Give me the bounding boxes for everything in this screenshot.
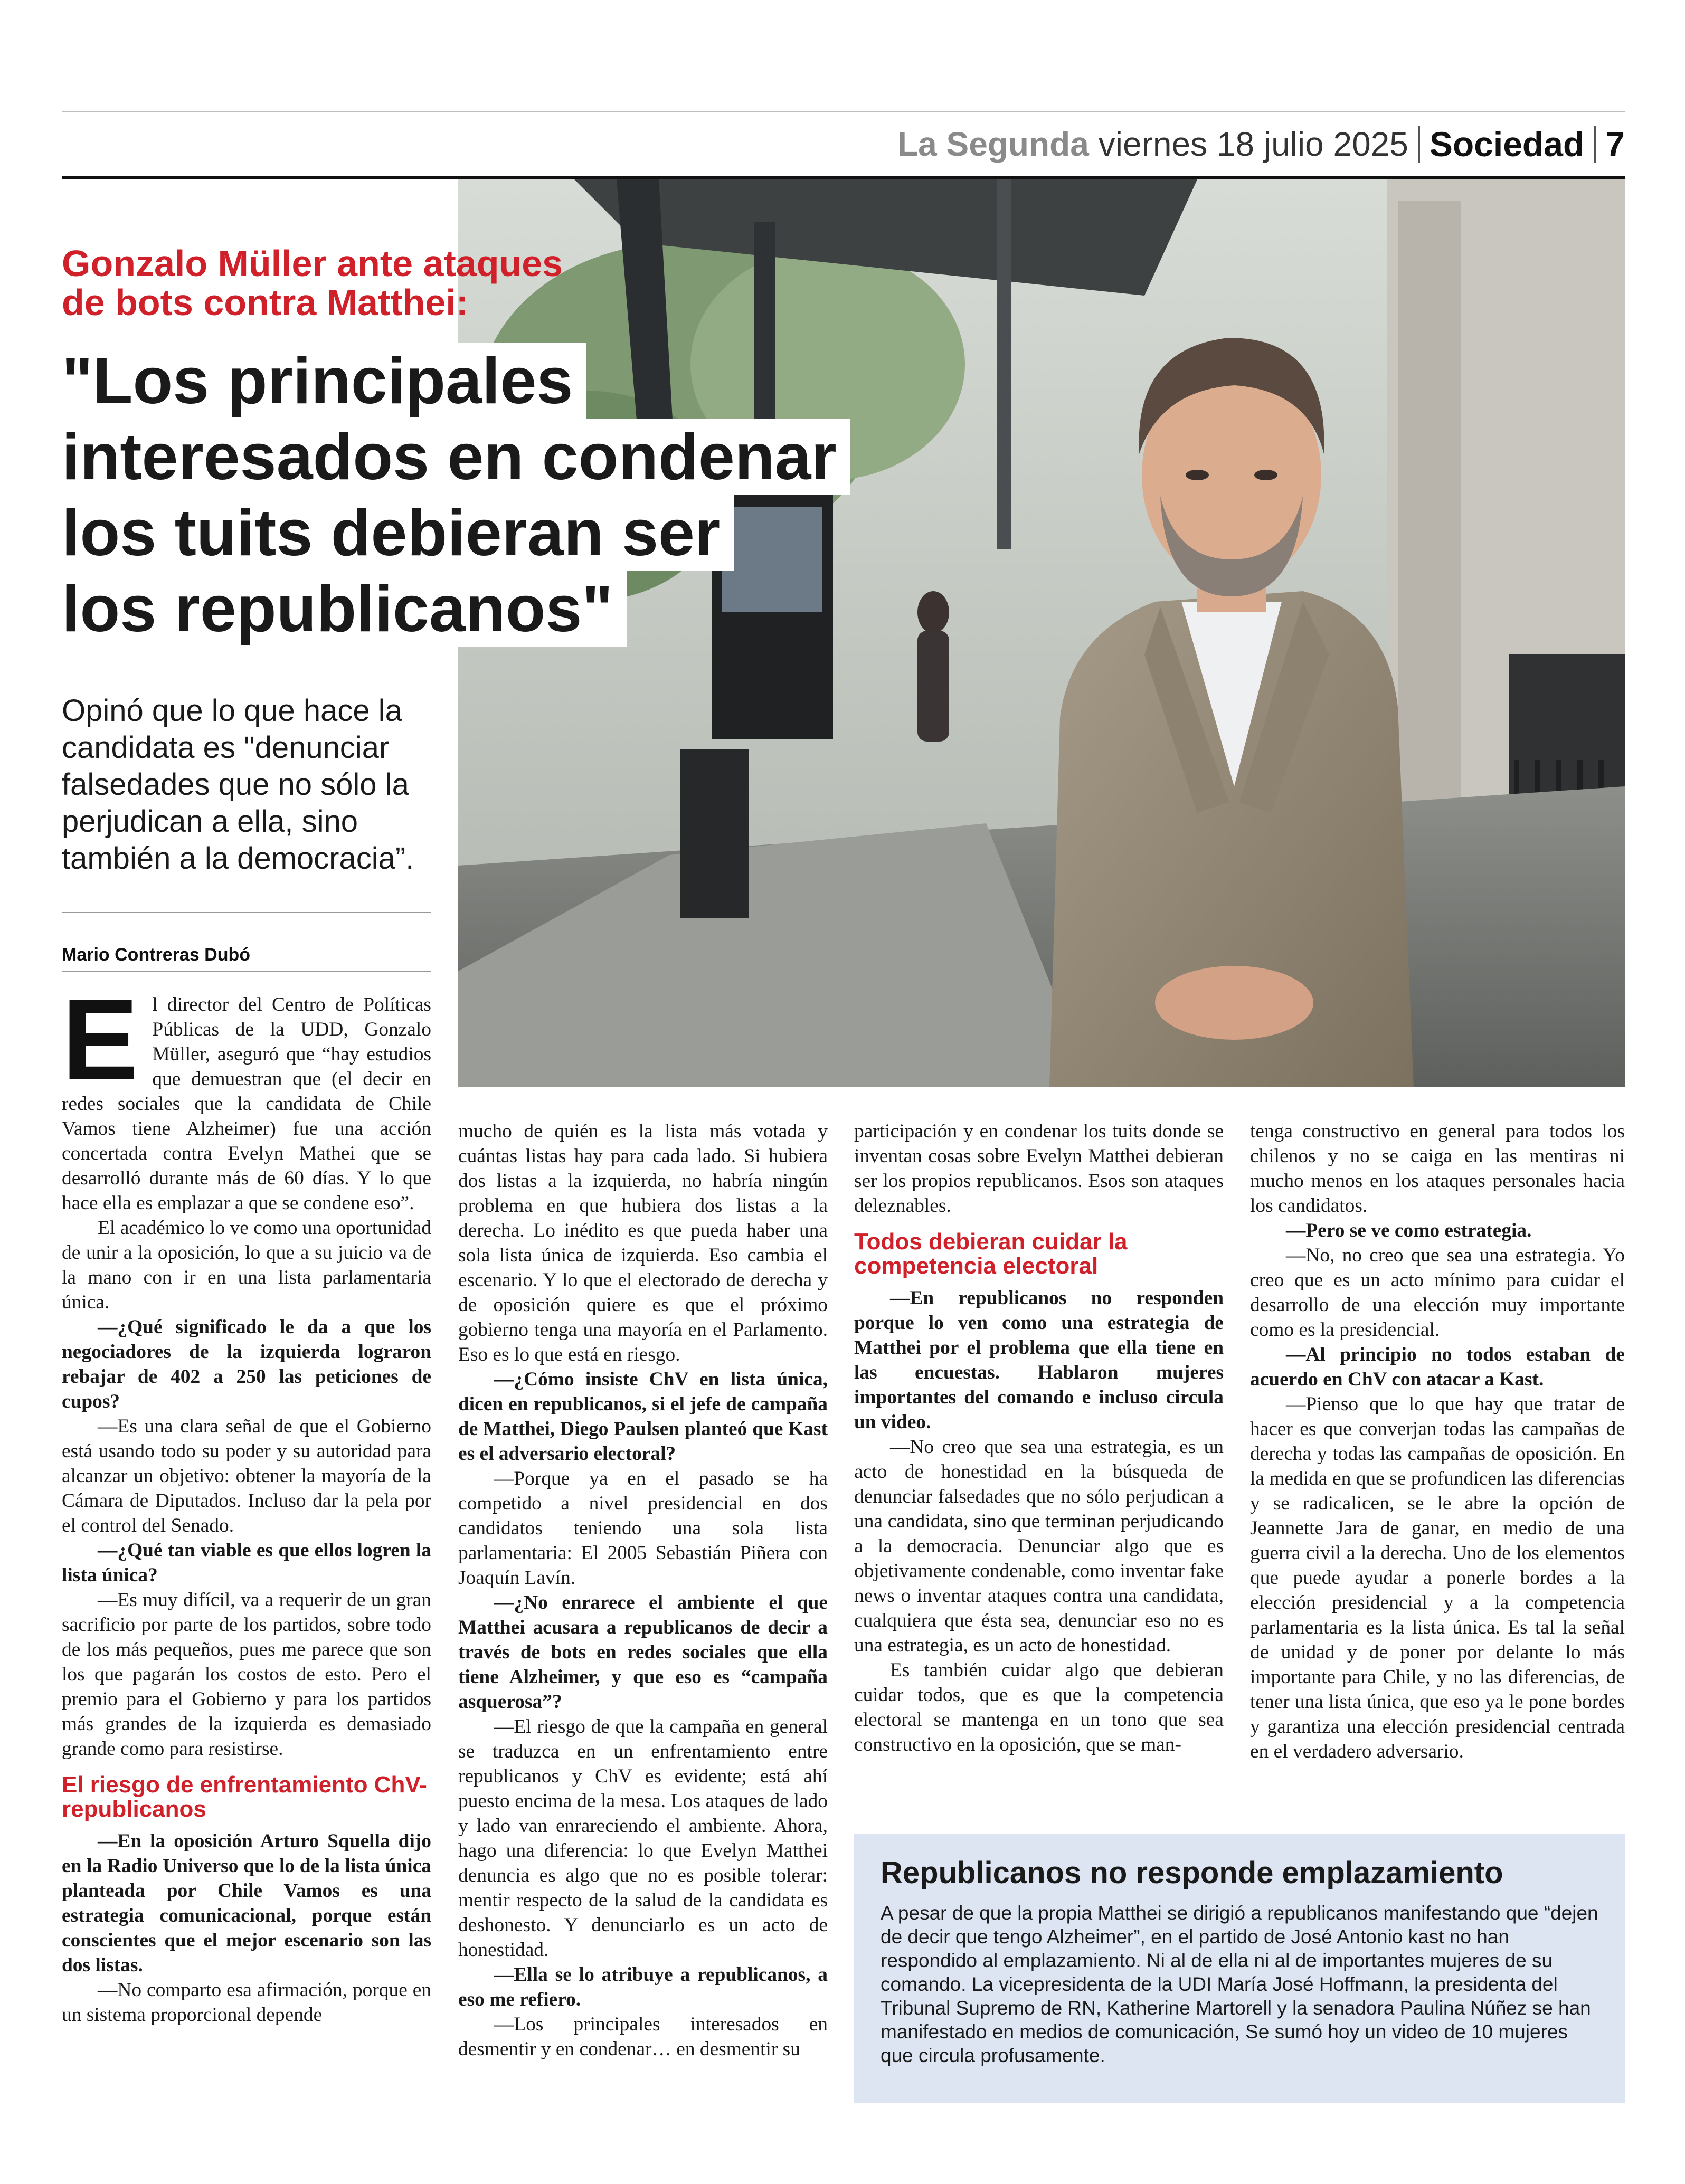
publication-name: La Segunda [897, 125, 1089, 163]
interview-question: —En republicanos no responden porque lo ven como una estrategia de Matthei por el problema que ella tiene en las encuestas. Hablaron mujeres importantes del comando e incluso circula un video. [854, 1287, 1224, 1433]
body-paragraph: —Es una clara señal de que el Gobierno está usando todo su poder y su autoridad para alcanzar un objetivo: obtener la mayoría de la Cámara de Diputados. Incluso dar la pela por el control del Senado. [62, 1416, 431, 1536]
article-column-4 [1250, 1119, 1625, 1764]
byline-divider [62, 971, 431, 972]
top-divider [62, 111, 1625, 112]
interview-question: —¿Qué tan viable es que ellos logren la lista única? [62, 1540, 431, 1586]
sidebar-title: Republicanos no responde emplazamiento [881, 1856, 1503, 1890]
article-column-1 [62, 976, 431, 2027]
headline-line: "Los principales [62, 343, 586, 419]
body-paragraph: —No creo que sea una estrategia, es un acto de honestidad en la búsqueda de denunciar falsedades que no sólo perjudican a una candidata, sino que terminan perjudicando a la democracia. Denunciar algo que es objetivamente condenable, como inventar fake news o inventar ataques contra una candidata, cualquiera que ésta sea, denunciar eso no es una estrategia, es un acto de honestidad. [854, 1436, 1224, 1656]
subheading: Todos debieran cuidar la competencia electoral [854, 1229, 1128, 1279]
article-byline: Mario Contreras Dubó [62, 945, 251, 965]
body-paragraph: —Los principales interesados en desmentir y en condenar… en desmentir su [458, 2014, 828, 2060]
article-column-2 [458, 1119, 828, 2062]
interview-question: —¿Qué significado le da a que los negociadores de la izquierda lograron rebajar de 402 a 250 las peticiones de cupos? [62, 1316, 431, 1412]
body-paragraph: tenga constructivo en general para todos los chilenos y no se caiga en las mentiras ni mucho menos en los ataques personales hacia los candidatos. [1250, 1121, 1625, 1217]
deck-divider [62, 912, 431, 913]
interview-question: —Pero se ve como estrategia. [1286, 1220, 1532, 1241]
sidebar-text: A pesar de que la propia Matthei se dirigió a republicanos manifestando que “dejen de decir que tengo Alzheimer”, en el partido de José Antonio kast no han respondido al emplazamiento. Ni al de ella ni al de importantes mujeres de su comando. La vicepresidenta de la UDI María José Hoffmann, la presidenta del Tribunal Supremo de RN, Katherine Martorell y la senadora Paulina Núñez se han manifestado en medios de comunicación, Se sumó hoy un video de 10 mujeres que circula profusamente. [881, 1902, 1598, 2066]
header-separator [1594, 126, 1596, 163]
headline-line: interesados en condenar [62, 419, 850, 495]
body-paragraph: —El riesgo de que la campaña en general se traduzca en un enfrentamiento entre republicanos y ChV es evidente; está ahí puesto encima de la mesa. Los ataques de lado y lado van enrareciendo el ambiente. Ahora, hago una diferencia: lo que Evelyn Matthei denuncia es algo que no es posible tolerar: mentir respecto de la salud de la candidata es deshonesto. Y denunciarlo es un acto de honestidad. [458, 1716, 828, 1961]
publication-date: viernes 18 julio 2025 [1098, 125, 1408, 163]
subheading: El riesgo de enfrentamiento ChV-republicanos [62, 1772, 427, 1822]
body-paragraph: participación y en condenar los tuits donde se inventan cosas sobre Evelyn Matthei debieran ser los propios republicanos. Esos son ataques deleznables. [854, 1121, 1224, 1217]
interview-question: —Ella se lo atribuye a republicanos, a eso me refiero. [458, 1964, 828, 2010]
interview-question: —En la oposición Arturo Squella dijo en la Radio Universo que lo de la lista única planteada por Chile Vamos es una estrategia comunicacional, porque están conscientes que el mejor escenario son las dos listas. [62, 1830, 431, 1976]
sidebar-box [854, 1834, 1625, 2103]
headline-line: los tuits debieran ser [62, 495, 734, 571]
drop-cap: E [62, 976, 139, 1104]
article-deck: Opinó que lo que hace la candidata es "denunciar falsedades que no sólo la perjudican a ella, sino también a la democracia”. [62, 694, 414, 876]
body-paragraph: —Porque ya en el pasado se ha competido a nivel presidencial en dos candidatos teniendo una sola lista parlamentaria: El 2005 Sebastián Piñera con Joaquín Lavín. [458, 1468, 828, 1589]
headline-line: los republicanos" [62, 571, 627, 647]
body-paragraph: —No, no creo que sea una estrategia. Yo creo que es un acto mínimo para cuidar el desarrollo de una elección muy importante como es la presidencial. [1250, 1245, 1625, 1341]
article-kicker: Gonzalo Müller ante ataques de bots contra Matthei: [62, 243, 563, 323]
body-paragraph [62, 976, 431, 1216]
article-column-3 [854, 1119, 1224, 1757]
page-header [62, 115, 1625, 173]
body-paragraph: —Es muy difícil, va a requerir de un gran sacrificio por parte de los partidos, sobre todo de los más pequeños, pues me parece que son los que pagarán los costos de esto. Pero el premio para el Gobierno y para los partidos más grandes de la izquierda es demasiado grande como para resistirse. [62, 1589, 431, 1760]
interview-question: —Al principio no todos estaban de acuerdo en ChV con atacar a Kast. [1250, 1344, 1625, 1390]
section-name: Sociedad [1429, 125, 1585, 164]
article-headline [62, 343, 850, 647]
body-paragraph: —No comparto esa afirmación, porque en un sistema proporcional depende [62, 1979, 431, 2026]
header-separator [1418, 126, 1420, 163]
header-rule [62, 176, 1625, 179]
body-paragraph: El académico lo ve como una oportunidad de unir a la oposición, lo que a su juicio va de la mano con ir en una lista parlamentaria única. [62, 1217, 431, 1313]
body-paragraph: Es también cuidar algo que debieran cuidar todos, que es que la competencia electoral se mantenga en un tono que sea constructivo en la oposición, que se man- [854, 1659, 1224, 1755]
page-number: 7 [1605, 125, 1625, 164]
lead-text: l director del Centro de Políticas Públicas de la UDD, Gonzalo Müller, aseguró que “hay estudios que demuestran que (el decir en redes sociales que la candidata de Chile Vamos tiene Alzheimer) fue una acción concertada contra Evelyn Mathei que se desarrolló durante más de 60 días. Y lo que hace ella es emplazar a que se condene eso”. [62, 994, 431, 1214]
body-paragraph: mucho de quién es la lista más votada y cuántas listas hay para cada lado. Si hubiera dos listas a la izquierda, no habría ningún problema en que hubiera dos listas a la derecha. Lo inédito es que pueda haber una sola lista única de izquierda. Eso cambia el escenario. Y lo que el electorado de derecha y de oposición quiere es que el próximo gobierno tenga una mayoría en el Parlamento. Eso es lo que está en riesgo. [458, 1121, 828, 1365]
body-paragraph: —Pienso que lo que hay que tratar de hacer es que converjan todas las campañas de derecha y todas las campañas de oposición. En la medida en que se profundicen las diferencias y se radicalicen, se le abre la opción de Jeannette Jara de ganar, en medio de una guerra civil a la derecha. Uno de los elementos que puede ayudar a ponerle bordes a la elección presidencial y a la competencia parlamentaria es la lista única. Es tal la señal de unidad y de poner por delante lo más importante para Chile, y no las diferencias, de tener una lista única, que eso ya le pone bordes y garantiza una elección presidencial centrada en el verdadero adversario. [1250, 1393, 1625, 1762]
interview-question: —¿Cómo insiste ChV en lista única, dicen en republicanos, si el jefe de campaña de Matthei, Diego Paulsen planteó que Kast es el adversario electoral? [458, 1369, 828, 1465]
interview-question: —¿No enrarece el ambiente el que Matthei acusara a republicanos de decir a través de bots en redes sociales que ella tiene Alzheimer, y que eso es “campaña asquerosa”? [458, 1592, 828, 1713]
